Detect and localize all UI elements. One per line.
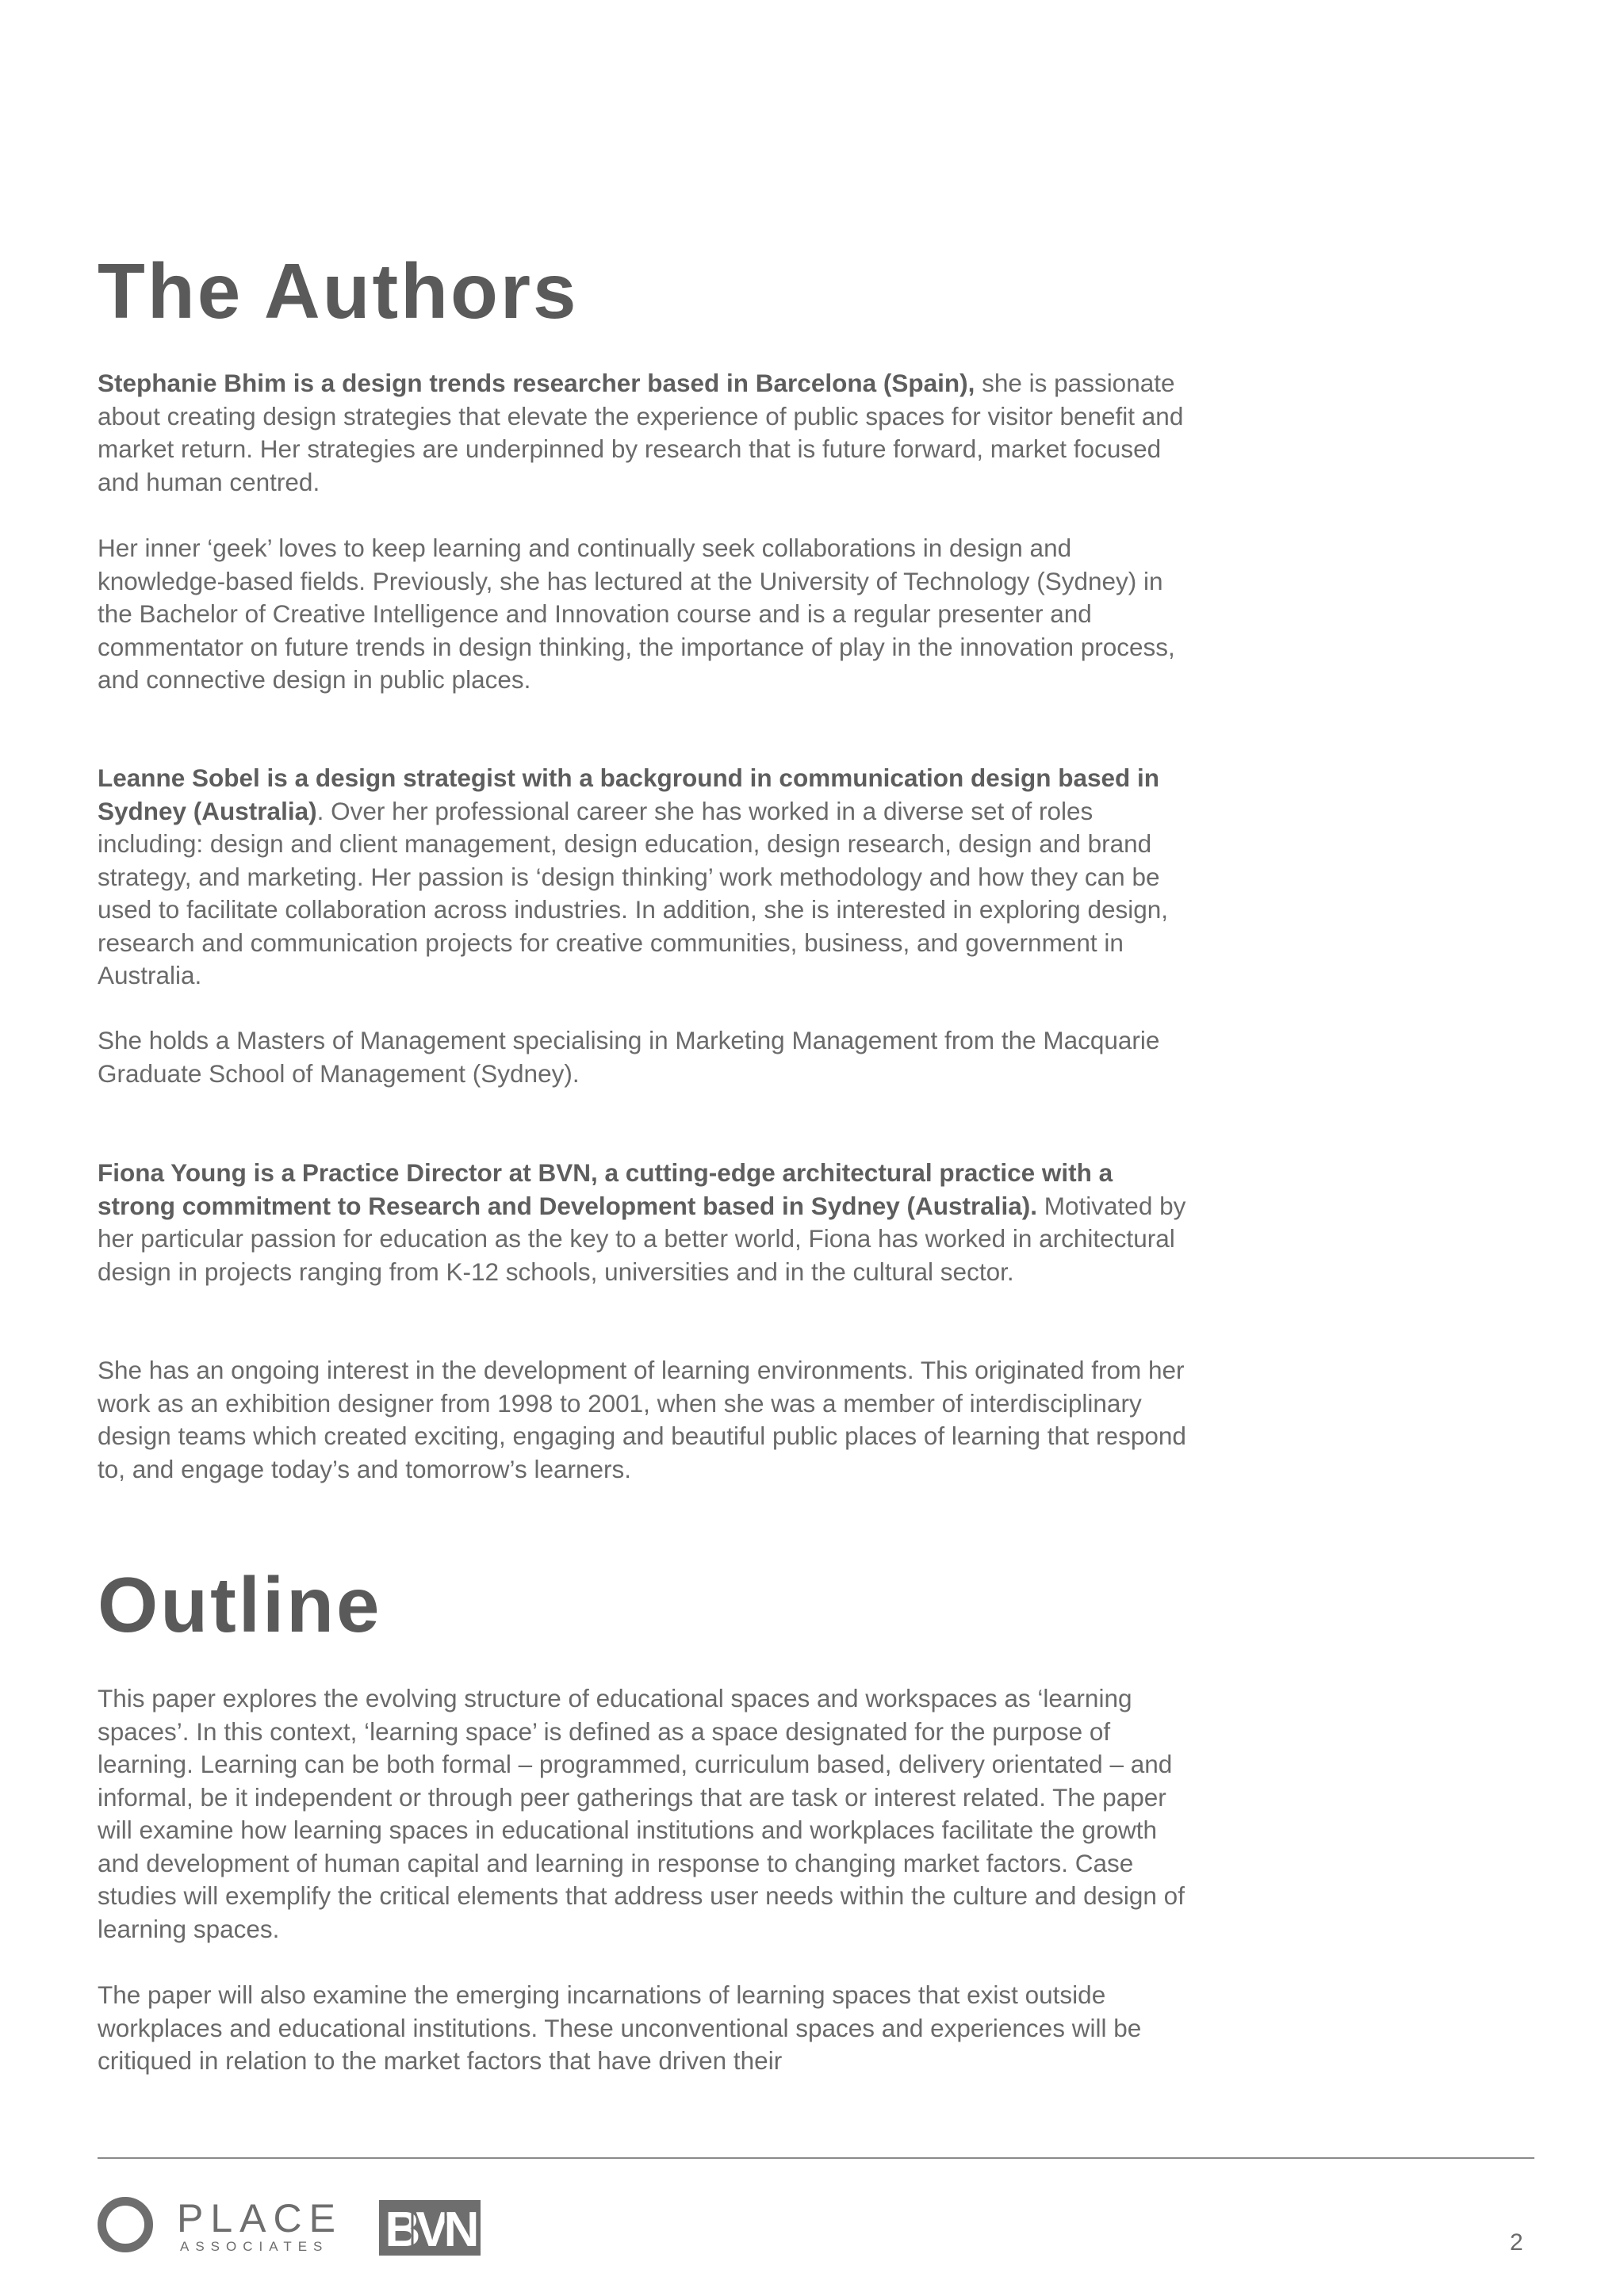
stephanie-bio-paragraph-2: Her inner ‘geek’ loves to keep learning and continually seek collaborations in design and knowledge-based fields. Previously, she has lectured at the University of Technology (Sydney) in the Bachelor of Creative Intelligence and Innovation course and is a regular presenter and commentator on future trends in design thinking, the importance of play in the innovation process, and connective design in public places. [98,534,1175,694]
authors-heading: The Authors [98,247,579,335]
outline-paragraph-2: The paper will also examine the emerging incarnations of learning spaces that exist outside workplaces and educational institutions. These unconventional spaces and experiences will be critiqued in relation to the market factors that have driven their [98,1980,1142,2075]
leanne-bio-lead: Leanne Sobel is a design strategist with a background in communication design based in Sydney (Australia) [98,763,1159,825]
place-ring-icon [98,2197,153,2252]
leanne-bio [98,762,1192,993]
place-associates-logo [98,2196,343,2263]
outline-heading: Outline [98,1561,382,1648]
stephanie-bio-lead: Stephanie Bhim is a design trends researcher based in Barcelona (Spain), [98,369,975,397]
leanne-bio-paragraph-2: She holds a Masters of Management specialising in Marketing Management from the Macquarie Graduate School of Management (Sydney). [98,1026,1160,1088]
fiona-bio [98,1157,1192,1288]
stephanie-bio [98,367,1192,499]
stephanie-bio-text: she is passionate about creating design strategies that elevate the experience of public spaces for visitor benefit and market return. Her strategies are underpinned by research that is future forward, market focused and human centred. [98,369,1184,496]
bvn-logo [379,2200,481,2256]
fiona-bio-text: Motivated by her particular passion for education as the key to a better world, Fiona has worked in architectural design in projects ranging from K-12 schools, universities and in the cultural sector. [98,1191,1186,1286]
place-logo-subtitle: ASSOCIATES [180,2239,329,2254]
leanne-bio-text: . Over her professional career she has worked in a diverse set of roles including: design and client management, design education, design research, design and brand strategy, and marketing. Her passion is ‘design thinking’ work methodology and how they can be used to facilitate collaboration across industries. In addition, she is interested in exploring design, research and communication projects for creative communities, business, and government in Australia. [98,796,1169,989]
outline-paragraph-1: This paper explores the evolving structure of educational spaces and workspaces as ‘learning spaces’. In this context, ‘learning space’ is defined as a space designated for the purpose of learning. Learning can be both formal – programmed, curriculum based, delivery orientated – and informal, be it independent or through peer gatherings that are task or interest related. The paper will examine how learning spaces in educational institutions and workplaces facilitate the growth and development of human capital and learning in response to changing market factors. Case studies will exemplify the critical elements that address user needs within the culture and design of learning spaces. [98,1684,1185,1943]
bvn-logo-text: BVN [385,2202,475,2256]
place-logo-name: PLACE [177,2196,343,2241]
page-number: 2 [1510,2229,1523,2256]
footer-divider [98,2157,1534,2159]
fiona-bio-paragraph-2: She has an ongoing interest in the development of learning environments. This originated from her work as an exhibition designer from 1998 to 2001, when she was a member of interdisciplinary design teams which created exciting, engaging and beautiful public places of learning that respond to, and engage today’s and tomorrow’s learners. [98,1356,1186,1483]
fiona-bio-lead: Fiona Young is a Practice Director at BVN, a cutting-edge architectural practice with a strong commitment to Research and Development based in Sydney (Australia). [98,1158,1113,1220]
